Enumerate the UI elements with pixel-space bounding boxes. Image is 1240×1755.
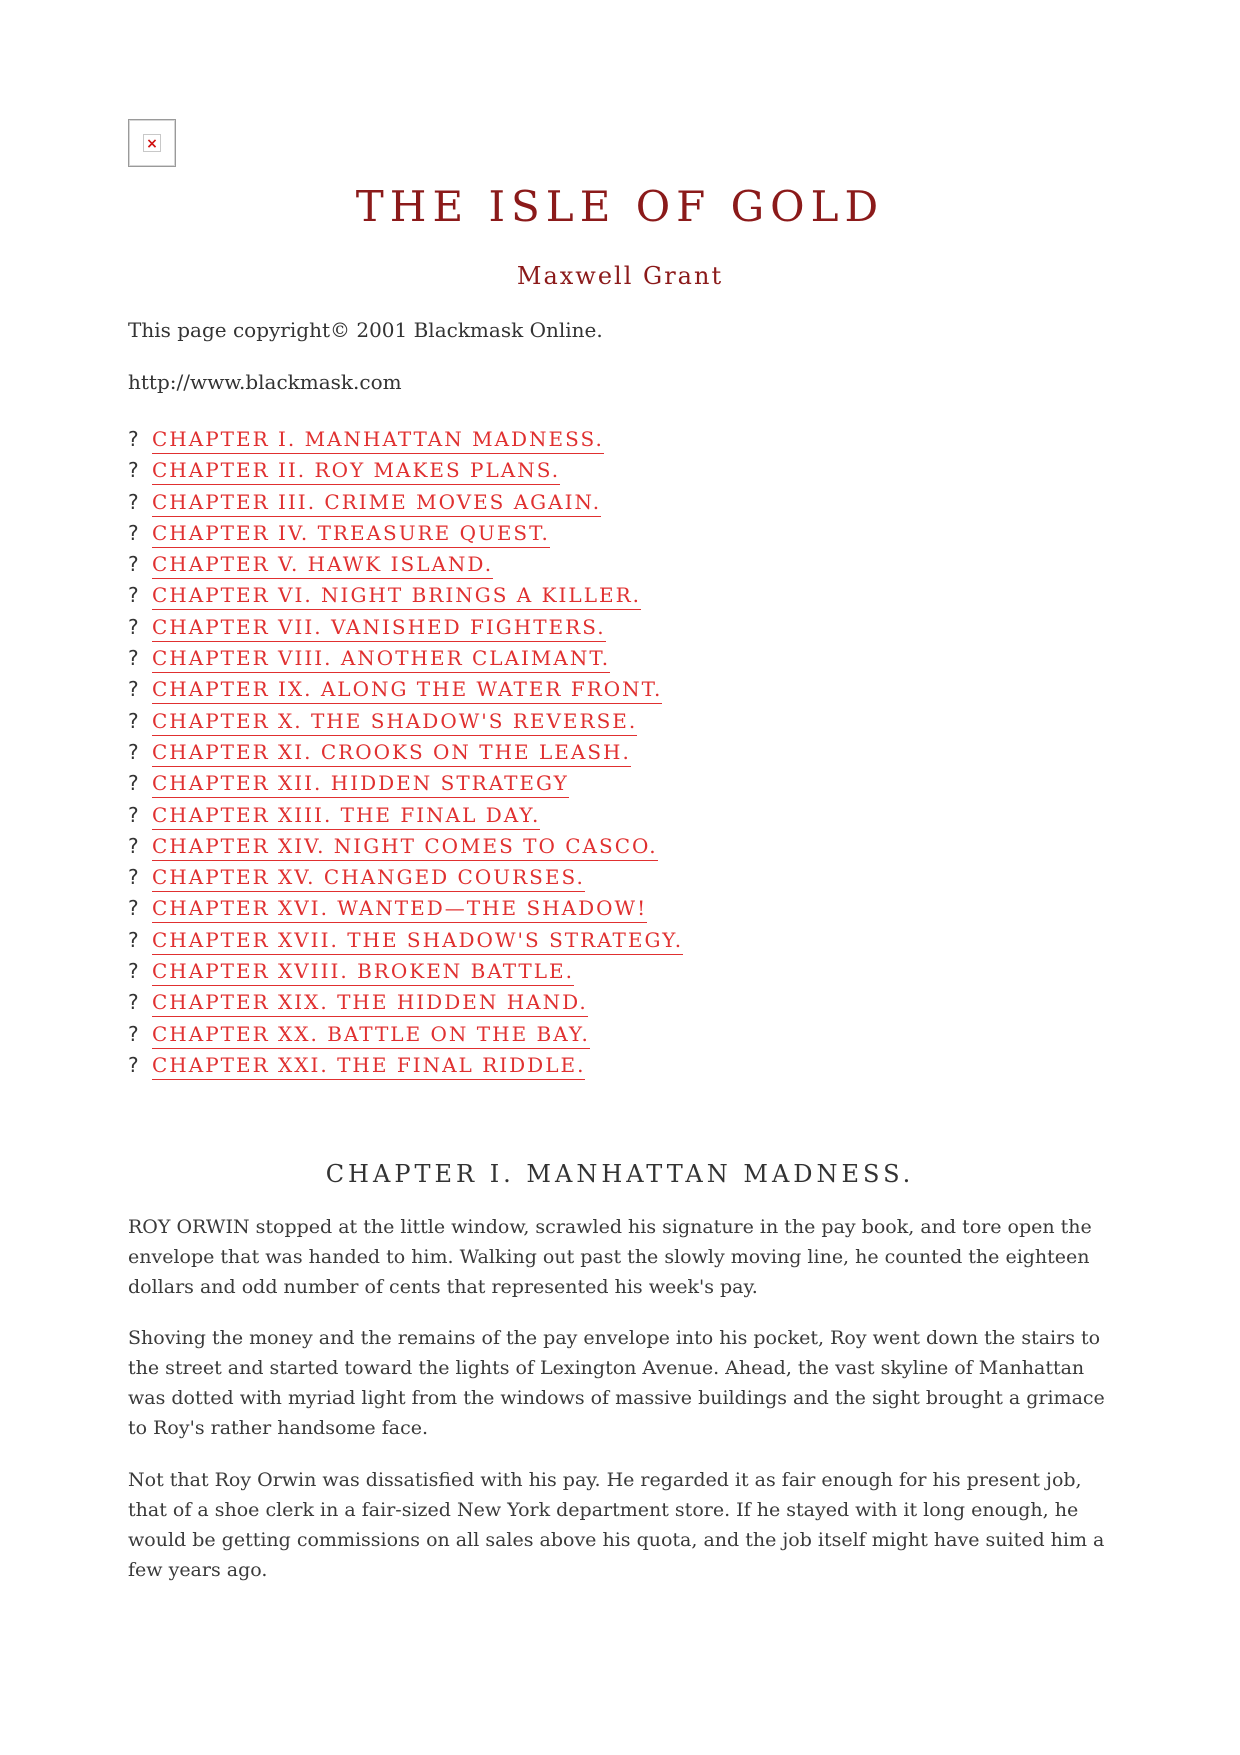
toc-item bbox=[128, 519, 683, 550]
toc-bullet: ? bbox=[128, 614, 139, 639]
toc-link[interactable]: CHAPTER XIV. NIGHT COMES TO CASCO. bbox=[152, 832, 658, 861]
toc-item bbox=[128, 894, 683, 925]
toc-bullet: ? bbox=[128, 771, 139, 796]
toc-link[interactable]: CHAPTER I. MANHATTAN MADNESS. bbox=[152, 425, 604, 454]
toc-bullet: ? bbox=[128, 708, 139, 733]
toc-bullet: ? bbox=[128, 896, 139, 921]
toc-link[interactable]: CHAPTER XII. HIDDEN STRATEGY bbox=[152, 769, 569, 798]
toc-bullet: ? bbox=[128, 489, 139, 514]
toc-item bbox=[128, 769, 683, 800]
toc-item bbox=[128, 988, 683, 1019]
toc-link[interactable]: CHAPTER IV. TREASURE QUEST. bbox=[152, 519, 550, 548]
toc-bullet: ? bbox=[128, 990, 139, 1015]
toc-bullet: ? bbox=[128, 927, 139, 952]
toc-bullet: ? bbox=[128, 646, 139, 671]
chapter-paragraph: ROY ORWIN stopped at the little window, scrawled his signature in the pay book, and tore open the envelope that was handed to him. Walking out past the slowly moving line, he counted the eighteen dollars and odd number of cents that represented his week's pay. bbox=[128, 1216, 1092, 1298]
toc-bullet: ? bbox=[128, 583, 139, 608]
toc-link[interactable]: CHAPTER VI. NIGHT BRINGS A KILLER. bbox=[152, 581, 641, 610]
toc-bullet: ? bbox=[128, 802, 139, 827]
toc-link[interactable]: CHAPTER XV. CHANGED COURSES. bbox=[152, 863, 585, 892]
toc-item bbox=[128, 488, 683, 519]
copyright-notice: This page copyright© 2001 Blackmask Online. bbox=[128, 318, 603, 342]
chapter-paragraph: Shoving the money and the remains of the pay envelope into his pocket, Roy went down the stairs to the street and started toward the lights of Lexington Avenue. Ahead, the vast skyline of Manhattan was dotted with myriad light from the windows of massive buildings and the sight brought a grimace to Roy's rather handsome face. bbox=[128, 1327, 1105, 1439]
toc-item bbox=[128, 738, 683, 769]
toc-link[interactable]: CHAPTER V. HAWK ISLAND. bbox=[152, 550, 493, 579]
toc-link[interactable]: CHAPTER XI. CROOKS ON THE LEASH. bbox=[152, 738, 631, 767]
toc-bullet: ? bbox=[128, 552, 139, 577]
toc-item bbox=[128, 926, 683, 957]
toc-item bbox=[128, 456, 683, 487]
toc-link[interactable]: CHAPTER II. ROY MAKES PLANS. bbox=[152, 456, 560, 485]
book-title: THE ISLE OF GOLD bbox=[355, 182, 885, 231]
table-of-contents bbox=[128, 425, 683, 1082]
toc-item bbox=[128, 707, 683, 738]
toc-bullet: ? bbox=[128, 677, 139, 702]
toc-bullet: ? bbox=[128, 520, 139, 545]
toc-item bbox=[128, 863, 683, 894]
toc-link[interactable]: CHAPTER VIII. ANOTHER CLAIMANT. bbox=[152, 644, 610, 673]
toc-link[interactable]: CHAPTER XIII. THE FINAL DAY. bbox=[152, 801, 540, 830]
toc-item bbox=[128, 581, 683, 612]
toc-link[interactable]: CHAPTER XVII. THE SHADOW'S STRATEGY. bbox=[152, 926, 683, 955]
chapter-paragraph: Not that Roy Orwin was dissatisfied with his pay. He regarded it as fair enough for his present job, that of a shoe clerk in a fair-sized New York department store. If he stayed with it long enough, he would be getting commissions on all sales above his quota, and the job itself might have suited him a few years ago. bbox=[128, 1469, 1105, 1581]
book-author: Maxwell Grant bbox=[516, 262, 724, 290]
toc-item bbox=[128, 832, 683, 863]
toc-item bbox=[128, 675, 683, 706]
toc-link[interactable]: CHAPTER III. CRIME MOVES AGAIN. bbox=[152, 488, 601, 517]
toc-bullet: ? bbox=[128, 1021, 139, 1046]
toc-item bbox=[128, 1051, 683, 1082]
toc-bullet: ? bbox=[128, 458, 139, 483]
toc-link[interactable]: CHAPTER XVIII. BROKEN BATTLE. bbox=[152, 957, 574, 986]
toc-item bbox=[128, 613, 683, 644]
toc-bullet: ? bbox=[128, 865, 139, 890]
toc-link[interactable]: CHAPTER IX. ALONG THE WATER FRONT. bbox=[152, 675, 662, 704]
site-url: http://www.blackmask.com bbox=[128, 370, 402, 394]
chapter-heading: CHAPTER I. MANHATTAN MADNESS. bbox=[325, 1160, 915, 1188]
toc-bullet: ? bbox=[128, 833, 139, 858]
broken-image-icon bbox=[128, 119, 176, 167]
toc-item bbox=[128, 644, 683, 675]
toc-item bbox=[128, 425, 683, 456]
toc-link[interactable]: CHAPTER XVI. WANTED—THE SHADOW! bbox=[152, 894, 647, 923]
toc-link[interactable]: CHAPTER X. THE SHADOW'S REVERSE. bbox=[152, 707, 637, 736]
toc-link[interactable]: CHAPTER XIX. THE HIDDEN HAND. bbox=[152, 988, 588, 1017]
toc-link[interactable]: CHAPTER XXI. THE FINAL RIDDLE. bbox=[152, 1051, 585, 1080]
toc-item bbox=[128, 550, 683, 581]
toc-item bbox=[128, 1020, 683, 1051]
toc-link[interactable]: CHAPTER XX. BATTLE ON THE BAY. bbox=[152, 1020, 590, 1049]
toc-item bbox=[128, 801, 683, 832]
toc-bullet: ? bbox=[128, 739, 139, 764]
toc-bullet: ? bbox=[128, 1052, 139, 1077]
toc-bullet: ? bbox=[128, 959, 139, 984]
close-icon: × bbox=[143, 134, 161, 152]
toc-item bbox=[128, 957, 683, 988]
toc-link[interactable]: CHAPTER VII. VANISHED FIGHTERS. bbox=[152, 613, 606, 642]
toc-bullet: ? bbox=[128, 427, 139, 451]
